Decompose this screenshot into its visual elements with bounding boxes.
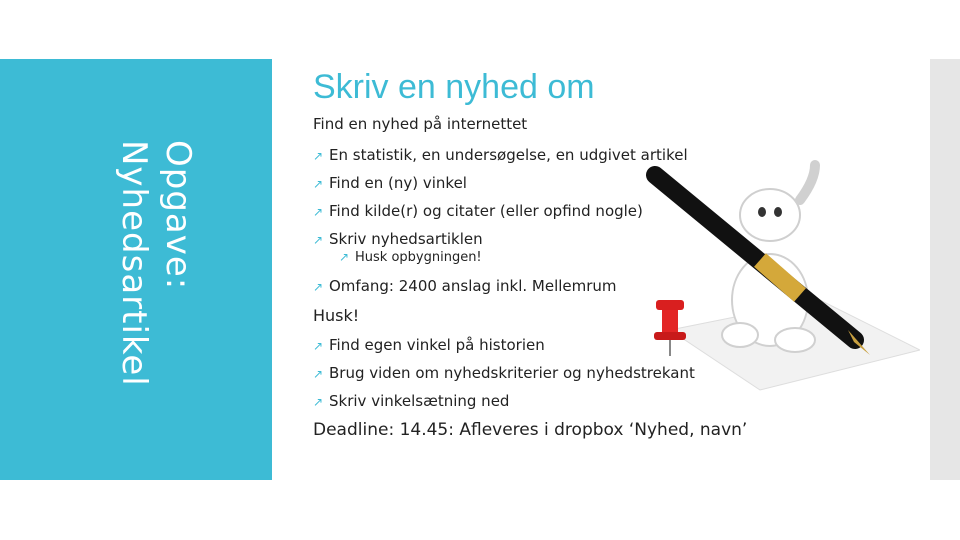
list-item: ↗ Find en (ny) vinkel <box>313 174 467 192</box>
right-scroll-bar[interactable] <box>930 59 960 480</box>
intro-text: Find en nyhed på internettet <box>313 115 528 133</box>
bullet-arrow-icon: ↗ <box>313 149 324 163</box>
list-item: ↗ Skriv vinkelsætning ned <box>313 392 510 410</box>
bullet-arrow-icon: ↗ <box>313 367 324 381</box>
side-title-line2: Nyhedsartikel <box>114 140 154 387</box>
list-item: ↗ Skriv nyhedsartiklen <box>313 230 483 248</box>
bullet-arrow-icon: ↗ <box>313 177 324 191</box>
bullet-arrow-icon: ↗ <box>313 233 324 247</box>
bullet-arrow-icon: ↗ <box>313 395 324 409</box>
list-item: ↗ En statistik, en undersøgelse, en udgivet artikel <box>313 146 688 164</box>
list-item: ↗ Brug viden om nyhedskriterier og nyhedstrekant <box>313 364 695 382</box>
slide-heading: Skriv en nyhed om <box>313 68 595 106</box>
bullet-arrow-icon: ↗ <box>313 339 324 353</box>
list-item: ↗ Find kilde(r) og citater (eller opfind nogle) <box>313 202 643 220</box>
deadline-text: Deadline: 14.45: Afleveres i dropbox ‘Nyhed, navn’ <box>313 420 748 440</box>
list-item: ↗ Omfang: 2400 anslag inkl. Mellemrum <box>313 277 617 295</box>
vertical-title <box>60 140 200 410</box>
bullet-arrow-icon: ↗ <box>313 205 324 219</box>
bullet-arrow-icon: ↗ <box>313 280 324 294</box>
husk-heading: Husk! <box>313 306 360 325</box>
sub-list-item: ↗ Husk opbygningen! <box>339 250 482 265</box>
list-item: ↗ Find egen vinkel på historien <box>313 336 545 354</box>
side-title-line1: Opgave: <box>158 140 198 291</box>
bullet-arrow-icon: ↗ <box>339 250 350 264</box>
